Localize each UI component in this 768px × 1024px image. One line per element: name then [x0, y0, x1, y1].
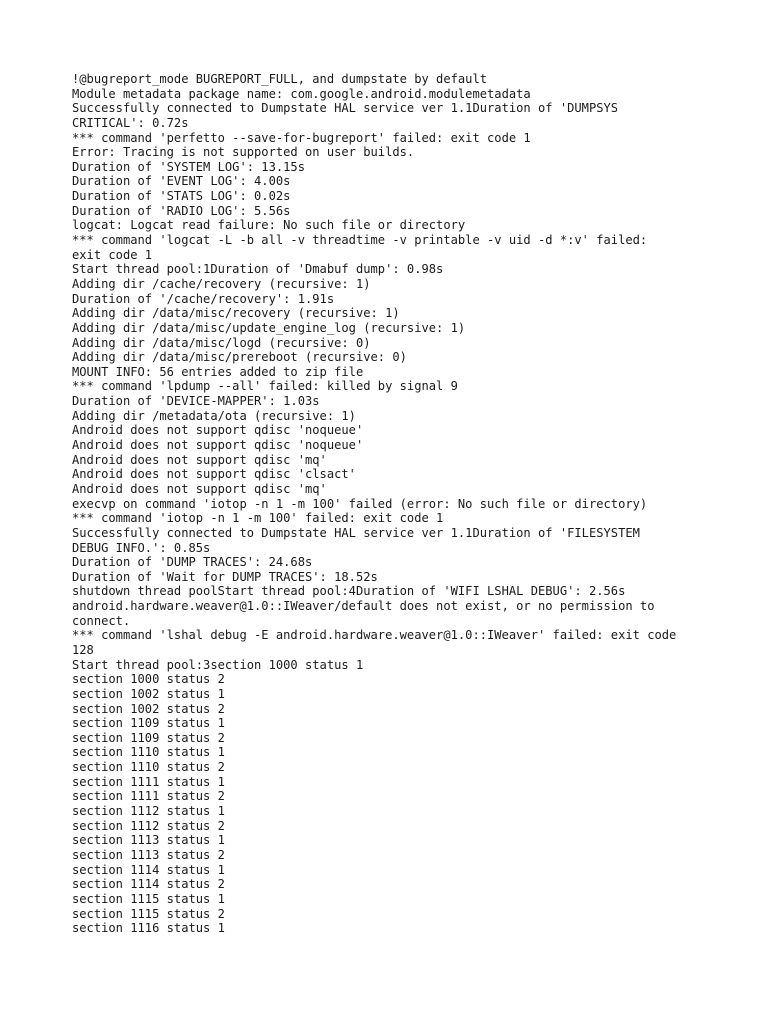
log-line: Adding dir /cache/recovery (recursive: 1) [72, 276, 371, 291]
log-line: *** command 'lshal debug -E android.hardware.weaver@1.0::IWeaver' failed: exit code [72, 628, 677, 643]
log-line: Adding dir /metadata/ota (recursive: 1) [72, 408, 356, 423]
log-line: Duration of 'STATS LOG': 0.02s [72, 189, 291, 204]
log-line: section 1114 status 2 [72, 877, 225, 892]
log-line: 128 [72, 642, 94, 657]
log-text-block [72, 72, 732, 936]
log-line: section 1115 status 1 [72, 891, 225, 906]
log-line: Duration of 'DEVICE-MAPPER': 1.03s [72, 394, 320, 409]
log-line: section 1111 status 1 [72, 774, 225, 789]
log-line: Adding dir /data/misc/update_engine_log (recursive: 1) [72, 320, 466, 335]
log-line: Android does not support qdisc 'clsact' [72, 467, 356, 482]
log-line: exit code 1 [72, 247, 153, 262]
log-line: section 1109 status 1 [72, 716, 225, 731]
log-line: section 1112 status 1 [72, 804, 225, 819]
log-line: Duration of 'Wait for DUMP TRACES': 18.52s [72, 569, 378, 584]
log-line: section 1113 status 2 [72, 847, 225, 862]
log-line: section 1113 status 1 [72, 833, 225, 848]
log-line: Duration of '/cache/recovery': 1.91s [72, 291, 335, 306]
log-line: section 1112 status 2 [72, 818, 225, 833]
log-line: Android does not support qdisc 'noqueue' [72, 438, 364, 453]
log-line: connect. [72, 613, 131, 628]
log-line: section 1116 status 1 [72, 921, 225, 936]
log-line: Android does not support qdisc 'mq' [72, 481, 327, 496]
log-line: DEBUG INFO.': 0.85s [72, 540, 211, 555]
log-line: *** command 'lpdump --all' failed: killed by signal 9 [72, 379, 458, 394]
log-line: Adding dir /data/misc/prereboot (recursive: 0) [72, 350, 407, 365]
log-line: Adding dir /data/misc/logd (recursive: 0) [72, 335, 371, 350]
log-line: logcat: Logcat read failure: No such file or directory [72, 218, 466, 233]
log-line: Android does not support qdisc 'mq' [72, 452, 327, 467]
log-line: Duration of 'EVENT LOG': 4.00s [72, 174, 291, 189]
log-line: section 1111 status 2 [72, 789, 225, 804]
log-line: Successfully connected to Dumpstate HAL service ver 1.1Duration of 'DUMPSYS [72, 101, 619, 116]
log-line: *** command 'perfetto --save-for-bugreport' failed: exit code 1 [72, 130, 531, 145]
log-line: section 1002 status 1 [72, 686, 225, 701]
log-line: Adding dir /data/misc/recovery (recursive: 1) [72, 306, 400, 321]
log-line: CRITICAL': 0.72s [72, 115, 189, 130]
log-line: MOUNT INFO: 56 entries added to zip file [72, 364, 364, 379]
log-line: Duration of 'DUMP TRACES': 24.68s [72, 555, 313, 570]
log-line: Error: Tracing is not supported on user builds. [72, 145, 415, 160]
log-line: Module metadata package name: com.google.android.modulemetadata [72, 86, 531, 101]
log-line: Successfully connected to Dumpstate HAL service ver 1.1Duration of 'FILESYSTEM [72, 525, 640, 540]
log-line: section 1109 status 2 [72, 730, 225, 745]
log-line: Start thread pool:1Duration of 'Dmabuf dump': 0.98s [72, 262, 444, 277]
log-line: Duration of 'RADIO LOG': 5.56s [72, 203, 291, 218]
log-line: section 1002 status 2 [72, 701, 225, 716]
log-line: android.hardware.weaver@1.0::IWeaver/default does not exist, or no permission to [72, 599, 655, 614]
log-line: *** command 'logcat -L -b all -v threadtime -v printable -v uid -d *:v' failed: [72, 233, 648, 248]
log-line: !@bugreport_mode BUGREPORT_FULL, and dumpstate by default [72, 72, 488, 86]
log-line: shutdown thread poolStart thread pool:4Duration of 'WIFI LSHAL DEBUG': 2.56s [72, 584, 626, 599]
log-line: section 1114 status 1 [72, 862, 225, 877]
log-line: section 1000 status 2 [72, 672, 225, 687]
log-line: execvp on command 'iotop -n 1 -m 100' failed (error: No such file or directory) [72, 496, 648, 511]
log-line: section 1110 status 2 [72, 760, 225, 775]
log-line: Duration of 'SYSTEM LOG': 13.15s [72, 159, 305, 174]
log-line: Android does not support qdisc 'noqueue' [72, 423, 364, 438]
log-line: section 1115 status 2 [72, 906, 225, 921]
log-line: section 1110 status 1 [72, 745, 225, 760]
log-line: *** command 'iotop -n 1 -m 100' failed: exit code 1 [72, 511, 444, 526]
log-line: Start thread pool:3section 1000 status 1 [72, 657, 364, 672]
